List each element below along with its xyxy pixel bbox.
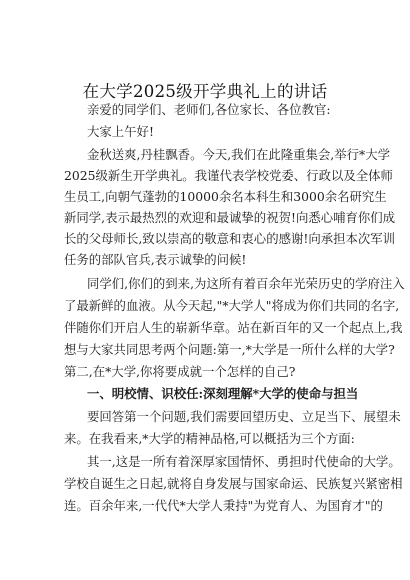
salutation-line: 亲爱的同学们、老师们,各位家长、各位教官: [87,102,331,117]
paragraph-line: 金秋送爽,丹桂飘香。今天,我们在此隆重集会,举行*大学 [87,147,390,162]
document-title: 在大学2025级开学典礼上的讲话 [82,82,328,101]
paragraph-line: 同学们,你们的到来,为这所有着百余年光荣历史的学府注入 [87,276,405,291]
section-heading: 一、明校情、识校任:深刻理解*大学的使命与担当 [87,386,359,401]
paragraph-line: 想与大家共同思考两个问题:第一,*大学是一所什么样的大学? [64,342,395,357]
paragraph-line: 连。百余年来,一代代*大学人秉持"为党育人、为国育才"的 [64,498,383,513]
greeting-line: 大家上午好! [87,124,154,139]
paragraph-line: 要回答第一个问题,我们需要回望历史、立足当下、展望未 [87,409,401,424]
paragraph-line: 学校自诞生之日起,就将自身发展与国家命运、民族复兴紧密相 [64,476,403,491]
paragraph-line: 来。在我看来,*大学的精神品格,可以概括为三个方面: [64,431,355,446]
paragraph-line: 其一,这是一所有着深厚家国情怀、勇担时代使命的大学。 [87,454,401,469]
paragraph-line: 长的父母师长,致以崇高的敬意和衷心的感谢!向承担本次军训 [64,231,396,246]
paragraph-line: 第二,在*大学,你将要成就一个怎样的自己? [64,364,296,379]
paragraph-line: 了最新鲜的血液。从今天起,"*大学人"将成为你们共同的名字, [64,298,400,313]
paragraph-line: 生员工,向朝气蓬勃的10000余名本科生和3000余名研究生 [64,189,387,204]
paragraph-line: 新同学,表示最热烈的欢迎和最诚挚的祝贺!向悉心哺育你们成 [64,210,396,225]
paragraph-line: 2025级新生开学典礼。我谨代表学校党委、行政以及全体师 [64,168,393,183]
paragraph-line: 任务的部队官兵,表示诚挚的问候! [64,252,247,267]
paragraph-line: 伴随你们开启人生的崭新华章。站在新百年的又一个起点上,我 [64,320,403,335]
